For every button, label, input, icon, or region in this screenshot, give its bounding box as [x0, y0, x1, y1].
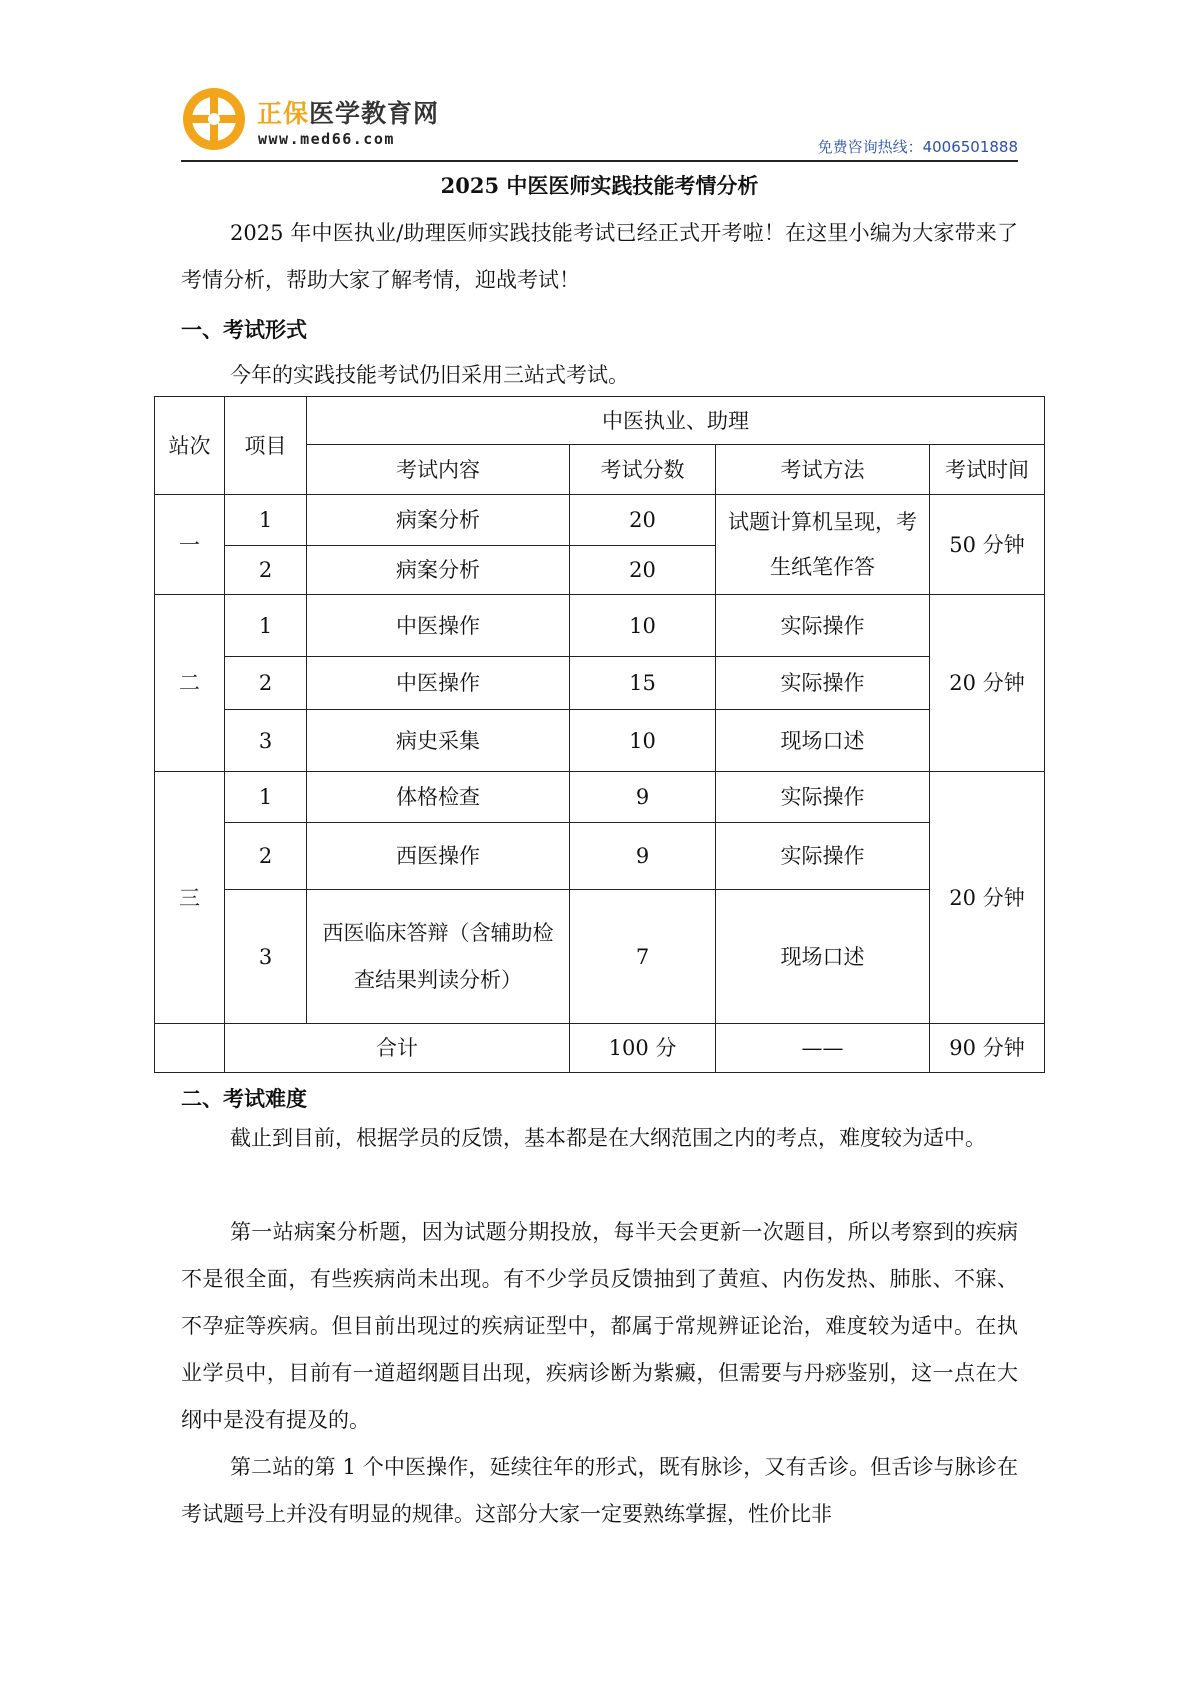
- table-row: [155, 495, 1045, 546]
- total-time: 90 分钟: [930, 1024, 1045, 1073]
- item-cell: 3: [225, 710, 307, 772]
- score-cell: 10: [570, 710, 716, 772]
- content-cell: 中医操作: [307, 595, 570, 657]
- brand-url[interactable]: www.med66.com: [258, 130, 395, 148]
- method-cell: 实际操作: [716, 823, 930, 890]
- format-paragraph: 今年的实践技能考试仍旧采用三站式考试。: [230, 363, 629, 387]
- item-cell: 3: [225, 890, 307, 1024]
- method-cell: 现场口述: [716, 710, 930, 772]
- med66-logo-icon: [181, 86, 247, 152]
- score-cell: 20: [570, 546, 716, 595]
- content-cell: 病案分析: [307, 495, 570, 546]
- section-heading-format: 一、考试形式: [181, 317, 307, 342]
- score-cell: 10: [570, 595, 716, 657]
- item-cell: 1: [225, 772, 307, 823]
- brand-name-accent: 正保: [257, 99, 310, 128]
- time-cell: 20 分钟: [930, 772, 1045, 1024]
- score-cell: 9: [570, 772, 716, 823]
- method-cell: 实际操作: [716, 657, 930, 710]
- table-row: [155, 823, 1045, 890]
- item-cell: 1: [225, 595, 307, 657]
- item-cell: 1: [225, 495, 307, 546]
- score-cell: 15: [570, 657, 716, 710]
- table-total-row: [155, 1024, 1045, 1073]
- header-score: 考试分数: [570, 445, 716, 495]
- method-cell-merged: 试题计算机呈现，考生纸笔作答: [716, 495, 930, 595]
- station-label: 三: [155, 772, 225, 1024]
- page-header: [181, 84, 1018, 162]
- section-heading-difficulty: 二、考试难度: [181, 1086, 307, 1111]
- header-group: 中医执业、助理: [307, 397, 1045, 445]
- difficulty-paragraph-2: 第一站病案分析题，因为试题分期投放，每半天会更新一次题目，所以考察到的疾病不是很全面，有些疾病尚未出现。有不少学员反馈抽到了黄疸、内伤发热、肺胀、不寐、不孕症等疾病。但目前出现过的疾病证型中，都属于常规辨证论治，难度较为适中。在执业学员中，目前有一道超纲题目出现，疾病诊断为紫癜，但需要与丹痧鉴别，这一点在大纲中是没有提及的。: [181, 1220, 1018, 1432]
- table-row: [155, 657, 1045, 710]
- difficulty-paragraph-1: 截止到目前，根据学员的反馈，基本都是在大纲范围之内的考点，难度较为适中。: [230, 1126, 986, 1150]
- header-divider: [181, 160, 1018, 162]
- header-time: 考试时间: [930, 445, 1045, 495]
- header-method: 考试方法: [716, 445, 930, 495]
- header-content: 考试内容: [307, 445, 570, 495]
- time-cell: 50 分钟: [930, 495, 1045, 595]
- brand-name-rest: 医学教育网: [309, 99, 440, 128]
- content-cell: 西医临床答辩（含辅助检查结果判读分析）: [307, 890, 570, 1024]
- item-cell: 2: [225, 657, 307, 710]
- total-label: 合计: [225, 1024, 570, 1073]
- method-cell: 实际操作: [716, 772, 930, 823]
- method-cell: 实际操作: [716, 595, 930, 657]
- time-cell: 20 分钟: [930, 595, 1045, 772]
- header-station: 站次: [155, 397, 225, 495]
- table-row: [155, 595, 1045, 657]
- content-cell: 西医操作: [307, 823, 570, 890]
- content-cell: 病史采集: [307, 710, 570, 772]
- score-cell: 7: [570, 890, 716, 1024]
- content-cell: 体格检查: [307, 772, 570, 823]
- table-row: [155, 772, 1045, 823]
- total-method: ——: [716, 1024, 930, 1073]
- difficulty-paragraph-3: 第二站的第 1 个中医操作，延续往年的形式，既有脉诊，又有舌诊。但舌诊与脉诊在考试题号上并没有明显的规律。这部分大家一定要熟练掌握，性价比非: [181, 1455, 1018, 1526]
- content-cell: 病案分析: [307, 546, 570, 595]
- station-label: 一: [155, 495, 225, 595]
- station-label: 二: [155, 595, 225, 772]
- intro-paragraph: 2025 年中医执业/助理医师实践技能考试已经正式开考啦！在这里小编为大家带来了考情分析，帮助大家了解考情，迎战考试！: [181, 221, 1018, 292]
- content-cell: 中医操作: [307, 657, 570, 710]
- item-cell: 2: [225, 823, 307, 890]
- page-title: 2025 中医医师实践技能考情分析: [440, 173, 759, 198]
- exam-table: [154, 396, 1045, 1073]
- item-cell: 2: [225, 546, 307, 595]
- total-score: 100 分: [570, 1024, 716, 1073]
- hotline-text: 免费咨询热线：4006501888: [817, 138, 1018, 156]
- score-cell: 20: [570, 495, 716, 546]
- header-item: 项目: [225, 397, 307, 495]
- method-cell: 现场口述: [716, 890, 930, 1024]
- score-cell: 9: [570, 823, 716, 890]
- total-station-empty: [155, 1024, 225, 1073]
- table-row: [155, 890, 1045, 1024]
- brand-name: [257, 94, 439, 130]
- table-row: [155, 710, 1045, 772]
